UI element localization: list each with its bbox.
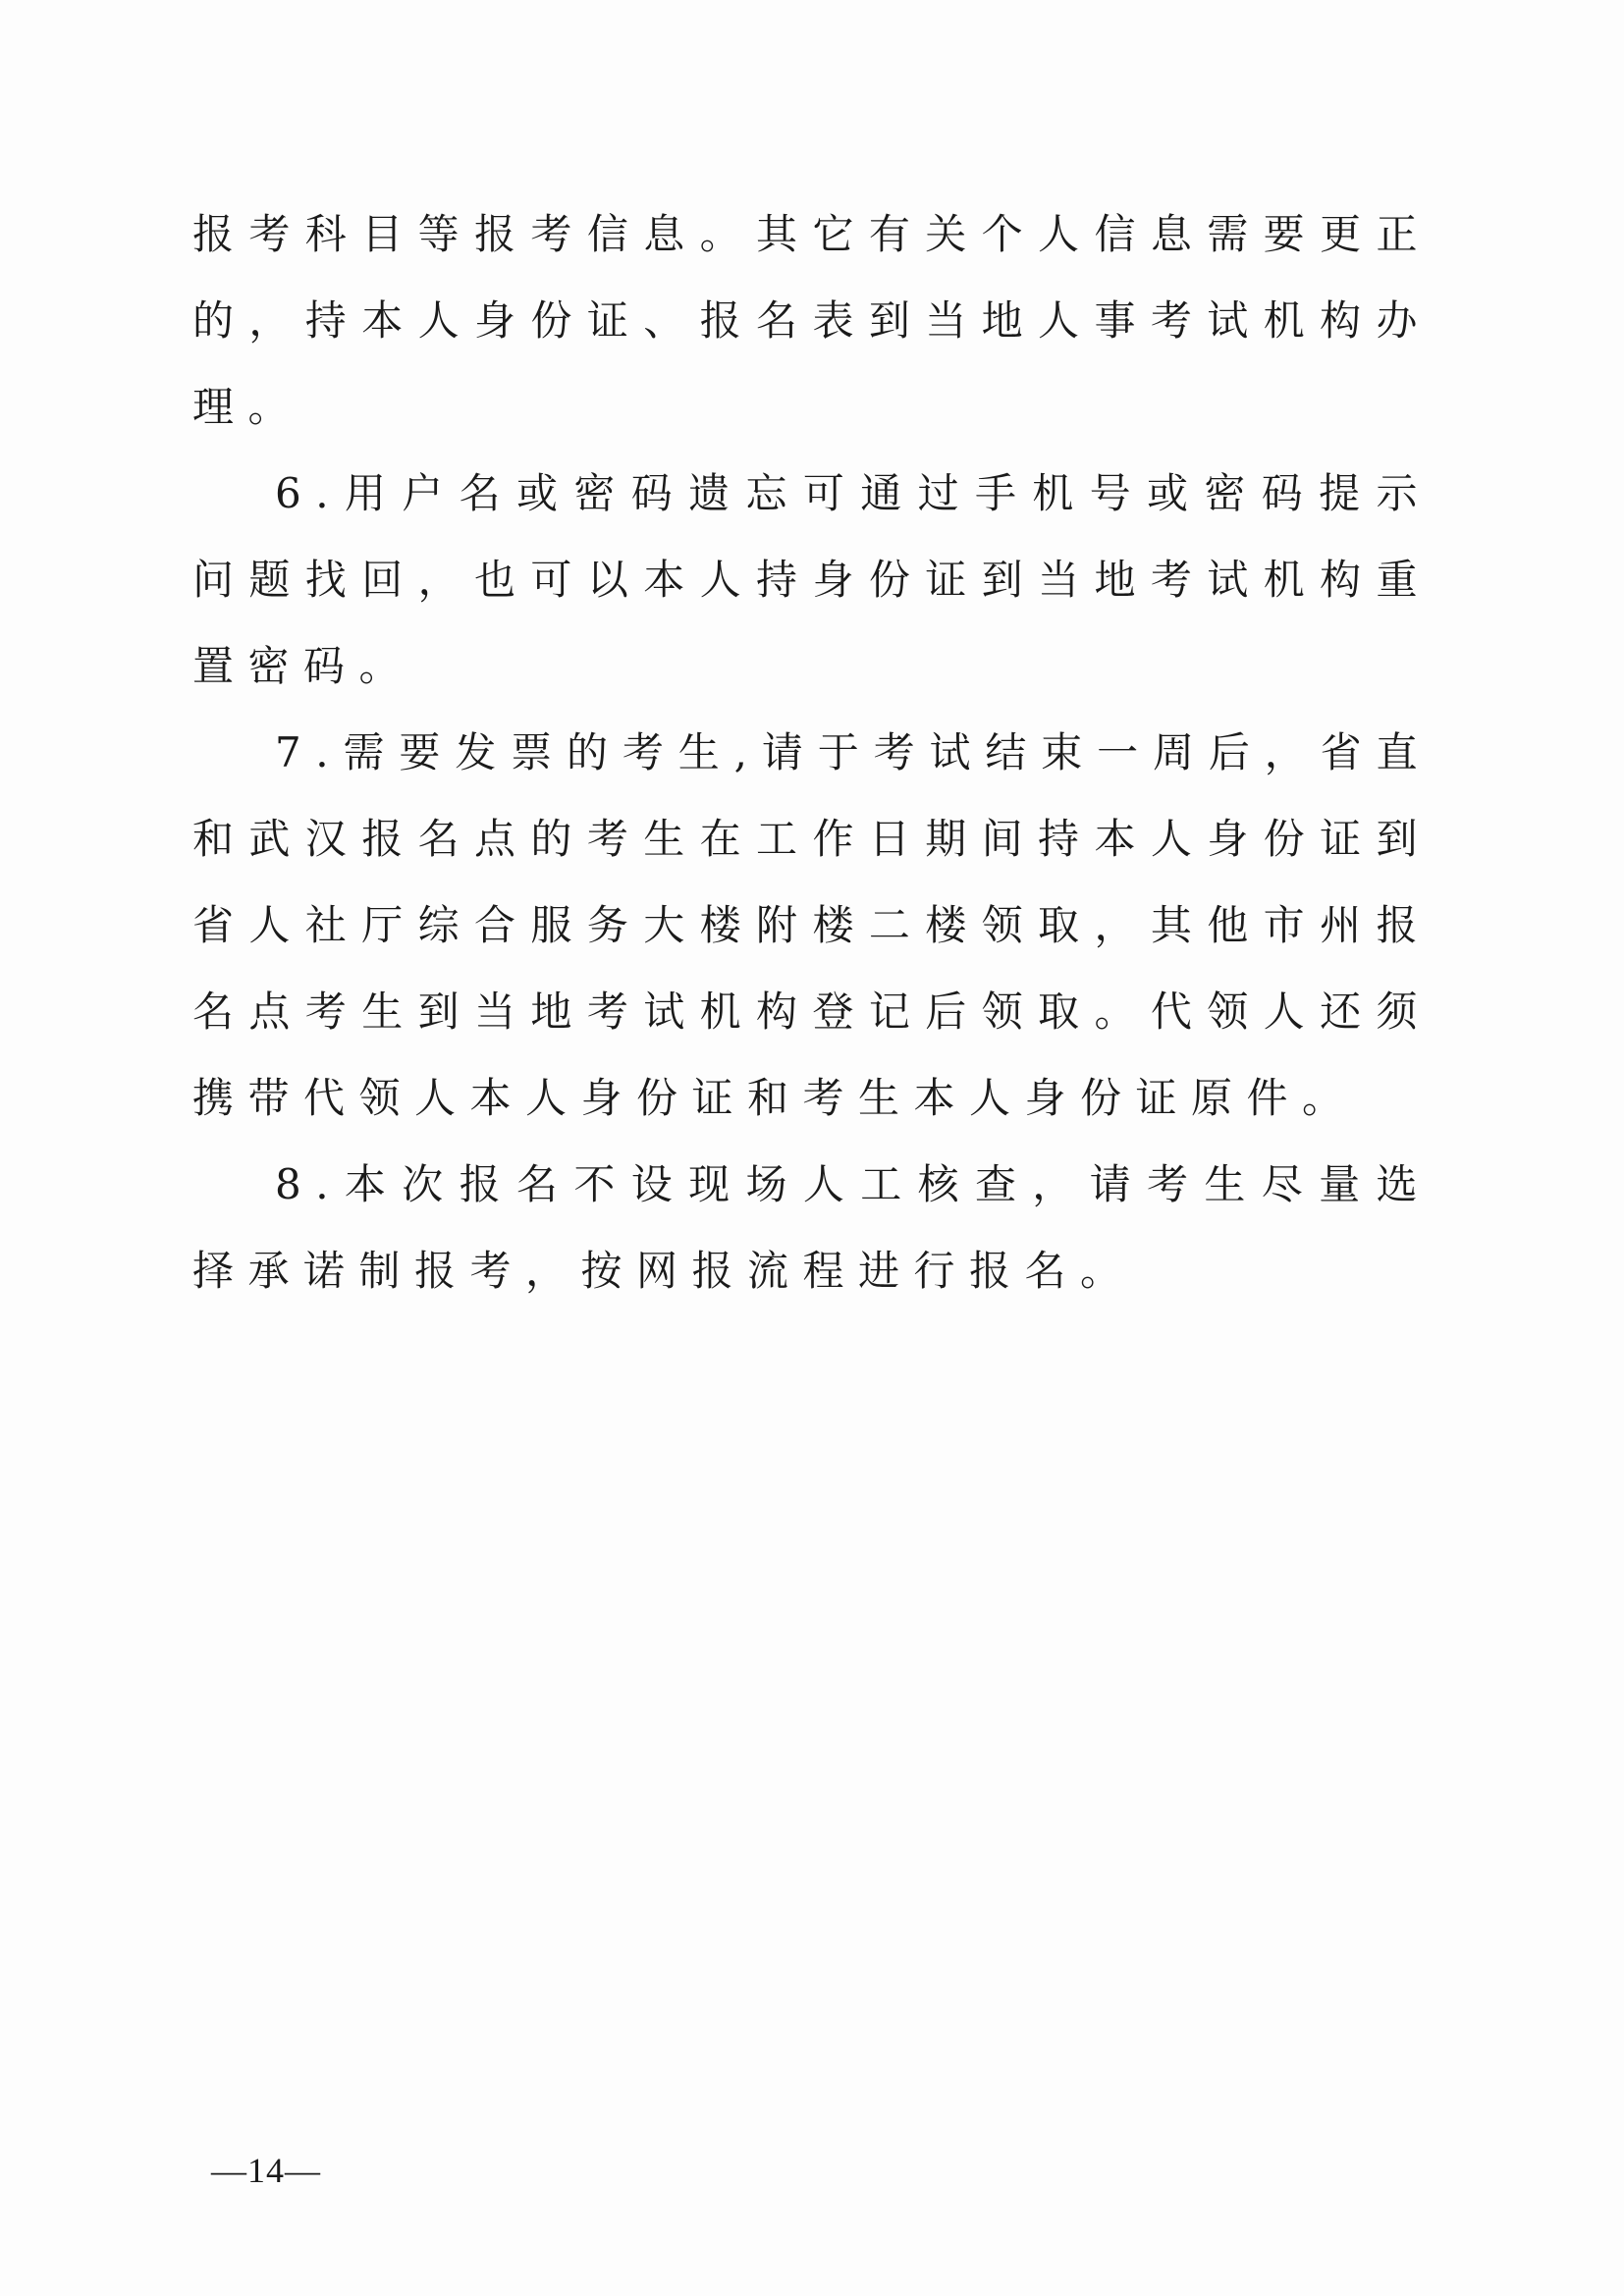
document-body: [192, 191, 1432, 1314]
paragraph-continued: 报考科目等报考信息。其它有关个人信息需要更正的，持本人身份证、报名表到当地人事考试机构办理。: [192, 210, 1432, 431]
paragraph-item-8: 8.本次报名不设现场人工核查，请考生尽量选择承诺制报考，按网报流程进行报名。: [192, 1160, 1432, 1295]
paragraph-item-6: 6.用户名或密码遗忘可通过手机号或密码提示问题找回，也可以本人持身份证到当地考试机构重置密码。: [192, 469, 1432, 690]
page-number: —14—: [211, 2151, 321, 2190]
paragraph-item-7: 7.需要发票的考生,请于考试结束一周后，省直和武汉报名点的考生在工作日期间持本人身份证到省人社厅综合服务大楼附楼二楼领取，其他市州报名点考生到当地考试机构登记后领取。代领人还须携带代领人本人身份证和考生本人身份证原件。: [192, 728, 1432, 1122]
